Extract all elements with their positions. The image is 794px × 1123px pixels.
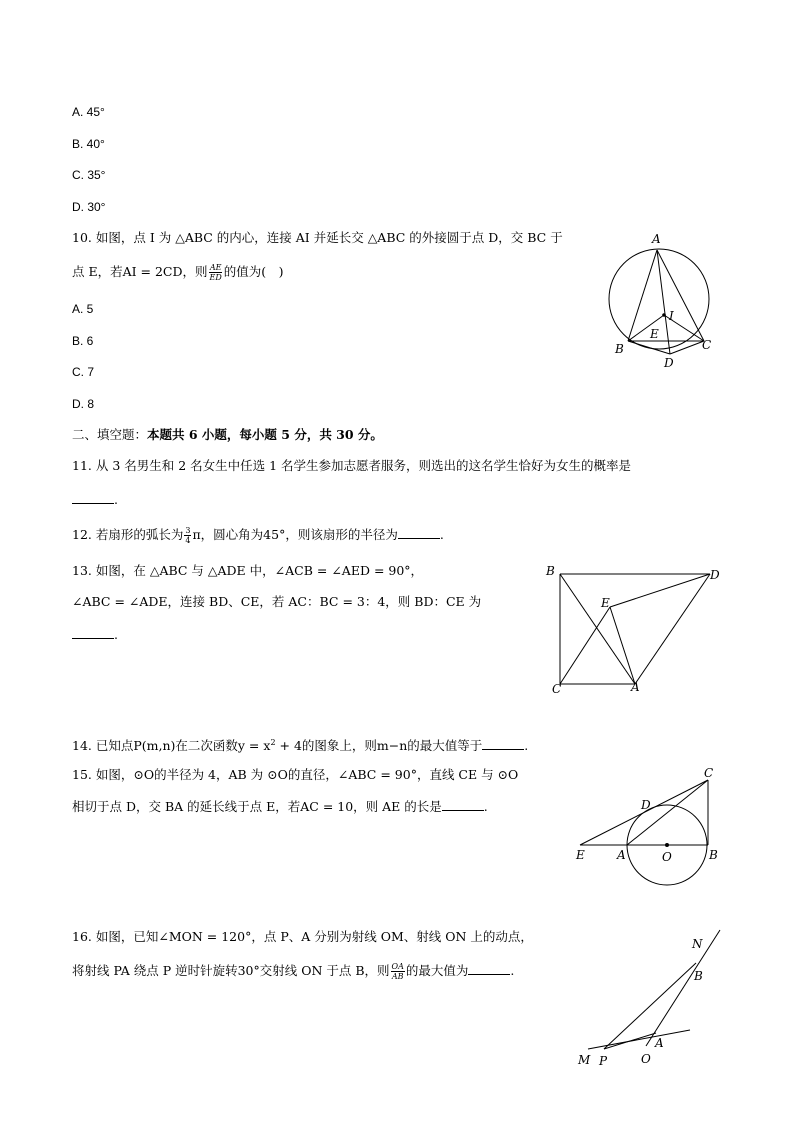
q10-stem-post: 的值为( ) [223,264,284,279]
q16-label-n: N [692,937,703,951]
q11-end: . [114,492,118,507]
q16-answer-blank[interactable] [468,963,510,975]
q9-option-a: A. 45° [72,105,105,119]
q15-stem-line1: 15. 如图，⊙O的半径为 4，AB 为 ⊙O的直径，∠ABC = 90°，直线 CE 与 ⊙O [72,767,519,782]
q13-answer-blank[interactable] [72,627,114,639]
q16-pre: 将射线 PA 绕点 P 逆时针旋转30°交射线 ON 于点 B，则 [72,963,390,978]
q16-label-m: M [578,1053,591,1067]
q10-option-c: C. 7 [72,365,95,379]
q16-label-o: O [641,1052,651,1066]
q11-answer-line [72,492,118,508]
q13-figure [540,560,730,700]
q10-label-d: D [664,356,674,370]
q10-figure [600,228,730,373]
q13-stem-line1: 13. 如图，在 △ABC 与 △ADE 中，∠ACB = ∠AED = 90°， [72,563,424,578]
q15-stem-line2 [72,799,488,815]
q14-end: . [524,738,529,754]
q14-answer-blank[interactable] [482,738,524,750]
section2-prefix: 二、填空题： [72,427,148,442]
q10-option-b: B. 6 [72,334,94,348]
q10-stem-line2 [72,263,284,282]
q12-stem [72,526,444,545]
q13-label-c: C [552,682,562,696]
q10-fraction [209,263,223,282]
q14-exponent: 2 [270,738,276,747]
q9-option-c: C. 35° [72,168,106,182]
q16-label-b: B [694,969,703,983]
q10-label-a: A [652,232,661,246]
q16-frac-den: AB [391,972,404,981]
section2-heading [72,427,383,443]
q15-label-c: C [704,766,714,780]
q16-frac-num: OA [391,962,404,971]
q16-stem-line2 [72,962,514,981]
q15-line2-text: 相切于点 D，交 BA 的延长线于点 E，若AC = 10，则 AE 的长是 [72,799,442,814]
q13-stem-line2: ∠ABC = ∠ADE，连接 BD、CE，若 AC：BC = 3：4，则 BD：CE 为 [72,594,482,609]
q15-label-o: O [662,850,672,864]
q15-label-b: B [709,848,718,862]
q10-stem-line1: 10. 如图，点 I 为 △ABC 的内心，连接 AI 并延长交 △ABC 的外接圆于点 D，交 BC 于 [72,230,563,245]
q16-figure [570,925,730,1070]
q15-answer-blank[interactable] [442,799,484,811]
q13-label-a: A [631,680,640,694]
q12-answer-blank[interactable] [398,527,440,539]
q15-figure [570,765,730,895]
q13-label-e: E [601,596,610,610]
q10-frac-num: AE [209,263,222,272]
q10-label-i: I [669,309,674,323]
q11-answer-blank[interactable] [72,492,114,504]
q15-label-a: A [617,848,626,862]
q15-label-e: E [576,848,585,862]
section2-title: 本题共 6 小题，每小题 5 分，共 30 分。 [147,427,383,442]
q10-stem-pre: 点 E，若AI = 2CD，则 [72,264,208,279]
q12-frac-den: 4 [185,536,191,545]
q15-end: . [483,799,488,814]
q9-option-b: B. 40° [72,137,105,151]
q10-label-b: B [615,342,624,356]
q12-post: π，圆心角为45°，则该扇形的半径为 [192,527,398,542]
q10-option-a: A. 5 [72,302,94,316]
q13-label-b: B [546,564,555,578]
q14-pre: 14. 已知点P(m,n)在二次函数y = x [72,738,271,754]
q16-label-a: A [655,1036,664,1050]
q13-end: . [114,627,118,642]
q16-label-p: P [599,1054,608,1068]
q12-frac-num: 3 [185,526,191,535]
q16-stem-line1: 16. 如图，已知∠MON = 120°，点 P、A 分别为射线 OM、射线 ON 上的动点， [72,929,533,944]
q9-option-d: D. 30° [72,200,106,214]
q13-answer-line [72,627,118,643]
q11-stem-line1: 11. 从 3 名男生和 2 名女生中任选 1 名学生参加志愿者服务，则选出的这名学生恰好为女生的概率是 [72,458,632,473]
q14-stem [72,735,528,754]
q10-option-d: D. 8 [72,397,95,411]
q10-label-e: E [650,327,659,341]
q14-post: + 4的图象上，则m−n的最大值等于 [275,738,483,754]
q16-fraction [391,962,405,981]
q10-frac-den: ED [209,273,222,282]
q12-pre: 12. 若扇形的弧长为 [72,527,184,542]
q15-label-d: D [641,798,651,812]
q10-label-c: C [702,338,712,352]
q16-post: 的最大值为 [405,963,469,978]
q12-fraction [184,526,191,545]
q16-end: . [510,963,515,978]
q13-label-d: D [710,568,720,582]
q12-end: . [439,527,444,542]
